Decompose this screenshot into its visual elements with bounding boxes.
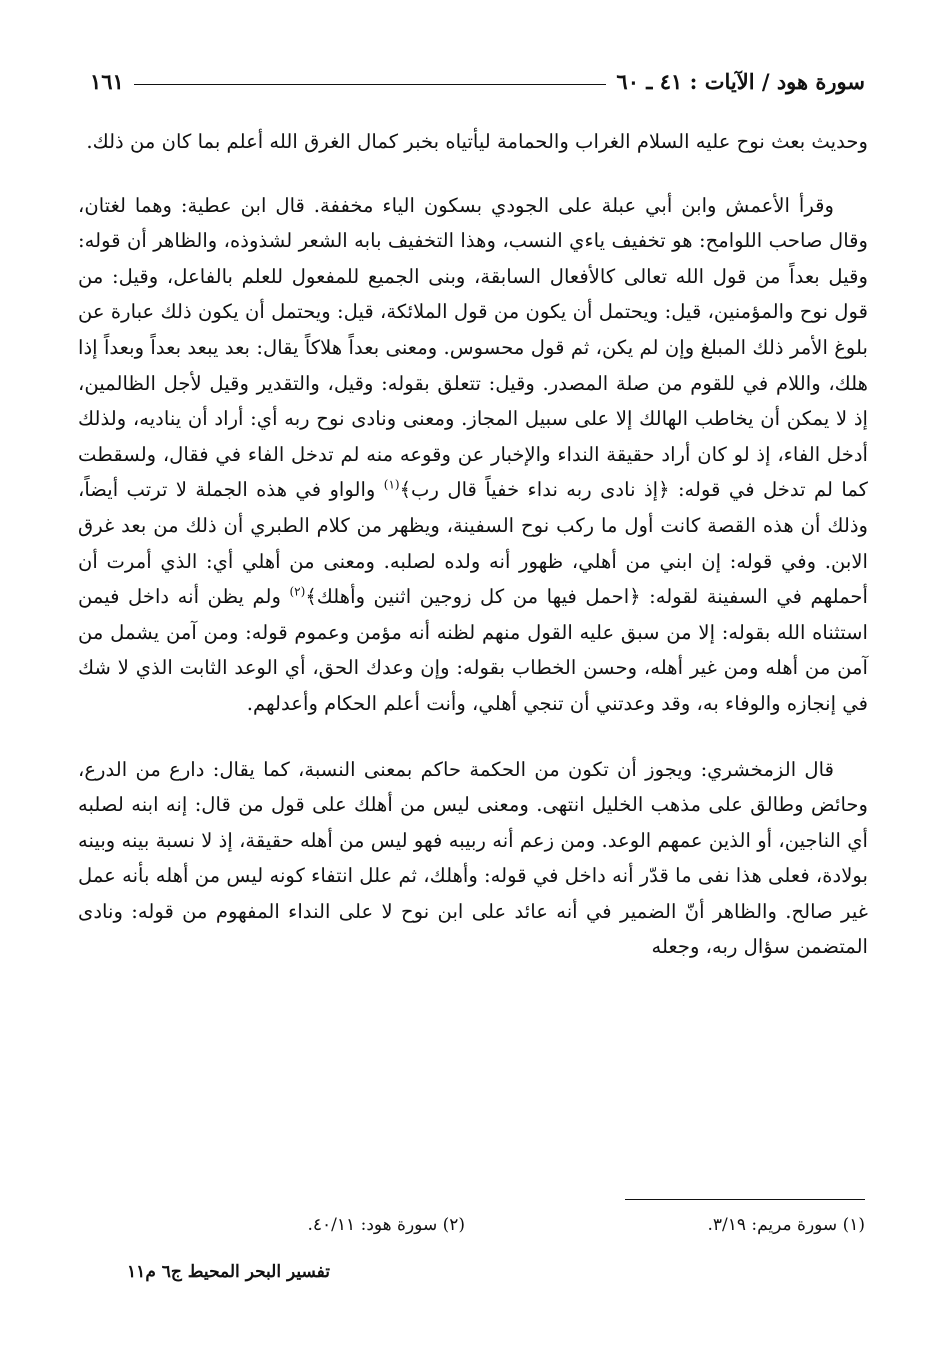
paragraph-2-text-b: والواو في هذه الجملة لا ترتب أيضاً، وذلك أن هذه القصة كانت أول ما ركب نوح السفينة، ويظهر من كلام الطبري أن ذلك من بعد غرق الابن. وفي قوله: إن ابني من أهلي، ظهور أنه ولده لصلبه. ومعنى من أهلي أي: الذي أمرت أن أحملهم في السفينة لقوله: ﴿احمل فيها من كل زوجين اثنين وأهلك﴾ bbox=[78, 478, 868, 609]
footnote-rule bbox=[625, 1199, 865, 1200]
footnote-ref-1: (١) bbox=[383, 477, 400, 492]
header-rule bbox=[134, 84, 607, 85]
paragraph-3: قال الزمخشري: ويجوز أن تكون من الحكمة حاكم بمعنى النسبة، كما يقال: دارع من الدرع، وحائض وطالق على مذهب الخليل انتهى. ومعنى ليس من أهلك على قول من قال: إنه ابنه لصلبه أي الناجين، أو الذين عمهم الوعد. ومن زعم أنه ربيبه فهو ليس من أهله حقيقة، إذ لا نسبة بينه وبينه بولادة، فعلى هذا نفى ما قدّر أنه داخل في قوله: وأهلك، ثم علل انتفاء كونه ليس من أهله بأنه عمل غير صالح. والظاهر أنّ الضمير في أنه عائد على ابن نوح لا على النداء المفهوم من قوله: ونادى المتضمن سؤال ربه، وجعله bbox=[78, 757, 868, 959]
footnote-2: (٢) سورة هود: ٤٠/١١. bbox=[307, 1215, 465, 1235]
printer-signature: تفسير البحر المحيط ج٦ م١١ bbox=[127, 1262, 330, 1282]
page-number: ١٦١ bbox=[90, 68, 124, 94]
footnote-ref-2: (٢) bbox=[289, 584, 306, 599]
paragraph-2 bbox=[78, 188, 868, 722]
footnotes bbox=[200, 1210, 865, 1240]
paragraph-1: وحديث بعث نوح عليه السلام الغراب والحمامة ليأتياه بخبر كمال الغرق الله أعلم بما كان من ذلك. bbox=[86, 130, 868, 153]
body-text bbox=[78, 124, 868, 965]
running-header bbox=[90, 64, 865, 98]
footnote-1: (١) سورة مريم: ٣/١٩. bbox=[707, 1215, 865, 1235]
paragraph-2-text-c: ولم يظن أنه داخل فيمن استثناه الله بقوله: إلا من سبق عليه القول منهم لظنه أنه مؤمن وعموم قوله: ومن آمن يشمل من آمن من أهله ومن غير أهله، وحسن الخطاب بقوله: وإن وعدك الحق، أي الوعد الثابت الذي لا شك في إنجازه والوفاء به، وقد وعدتني أن تنجي أهلي، وأنت أعلم الحكام وأعدلهم. bbox=[78, 585, 868, 715]
header-title: سورة هود / الآيات : ٤١ ـ ٦٠ bbox=[616, 68, 865, 94]
paragraph-2-text-a: وقرأ الأعمش وابن أبي عبلة على الجودي بسكون الياء مخففة. قال ابن عطية: وهما لغتان، وقال صاحب اللوامح: هو تخفيف ياءي النسب، وهذا التخفيف بابه الشعر لشذوذه، والظاهر أن قوله: وقيل بعداً من قول الله تعالى كالأفعال السابقة، وبنى الجميع للمفعول للعلم بالفاعل، وقيل: من قول نوح والمؤمنين، قيل: ويحتمل أن يكون من قول الملائكة، قيل: ويحتمل أن يكون ذلك عبارة عن بلوغ الأمر ذلك المبلغ وإن لم يكن، ثم قول محسوس. ومعنى بعداً هلاكاً يقال: بعد يبعد بعداً وبعداً إذا هلك، واللام في للقوم من صلة المصدر. وقيل: تتعلق بقوله: وقيل، والتقدير وقيل لأجل الظالمين، إذ لا يمكن أن يخاطب الهالك إلا على سبيل المجاز. ومعنى ونادى نوح ربه أي: أراد أن يناديه، ولذلك أدخل الفاء، إذ لو كان أراد حقيقة النداء والإخبار عن وقوعه منه لم تدخل الفاء في فقال، ولسقطت كما لم تدخل في قوله: ﴿إذ نادى ربه نداء خفياً قال رب﴾ bbox=[78, 193, 869, 502]
